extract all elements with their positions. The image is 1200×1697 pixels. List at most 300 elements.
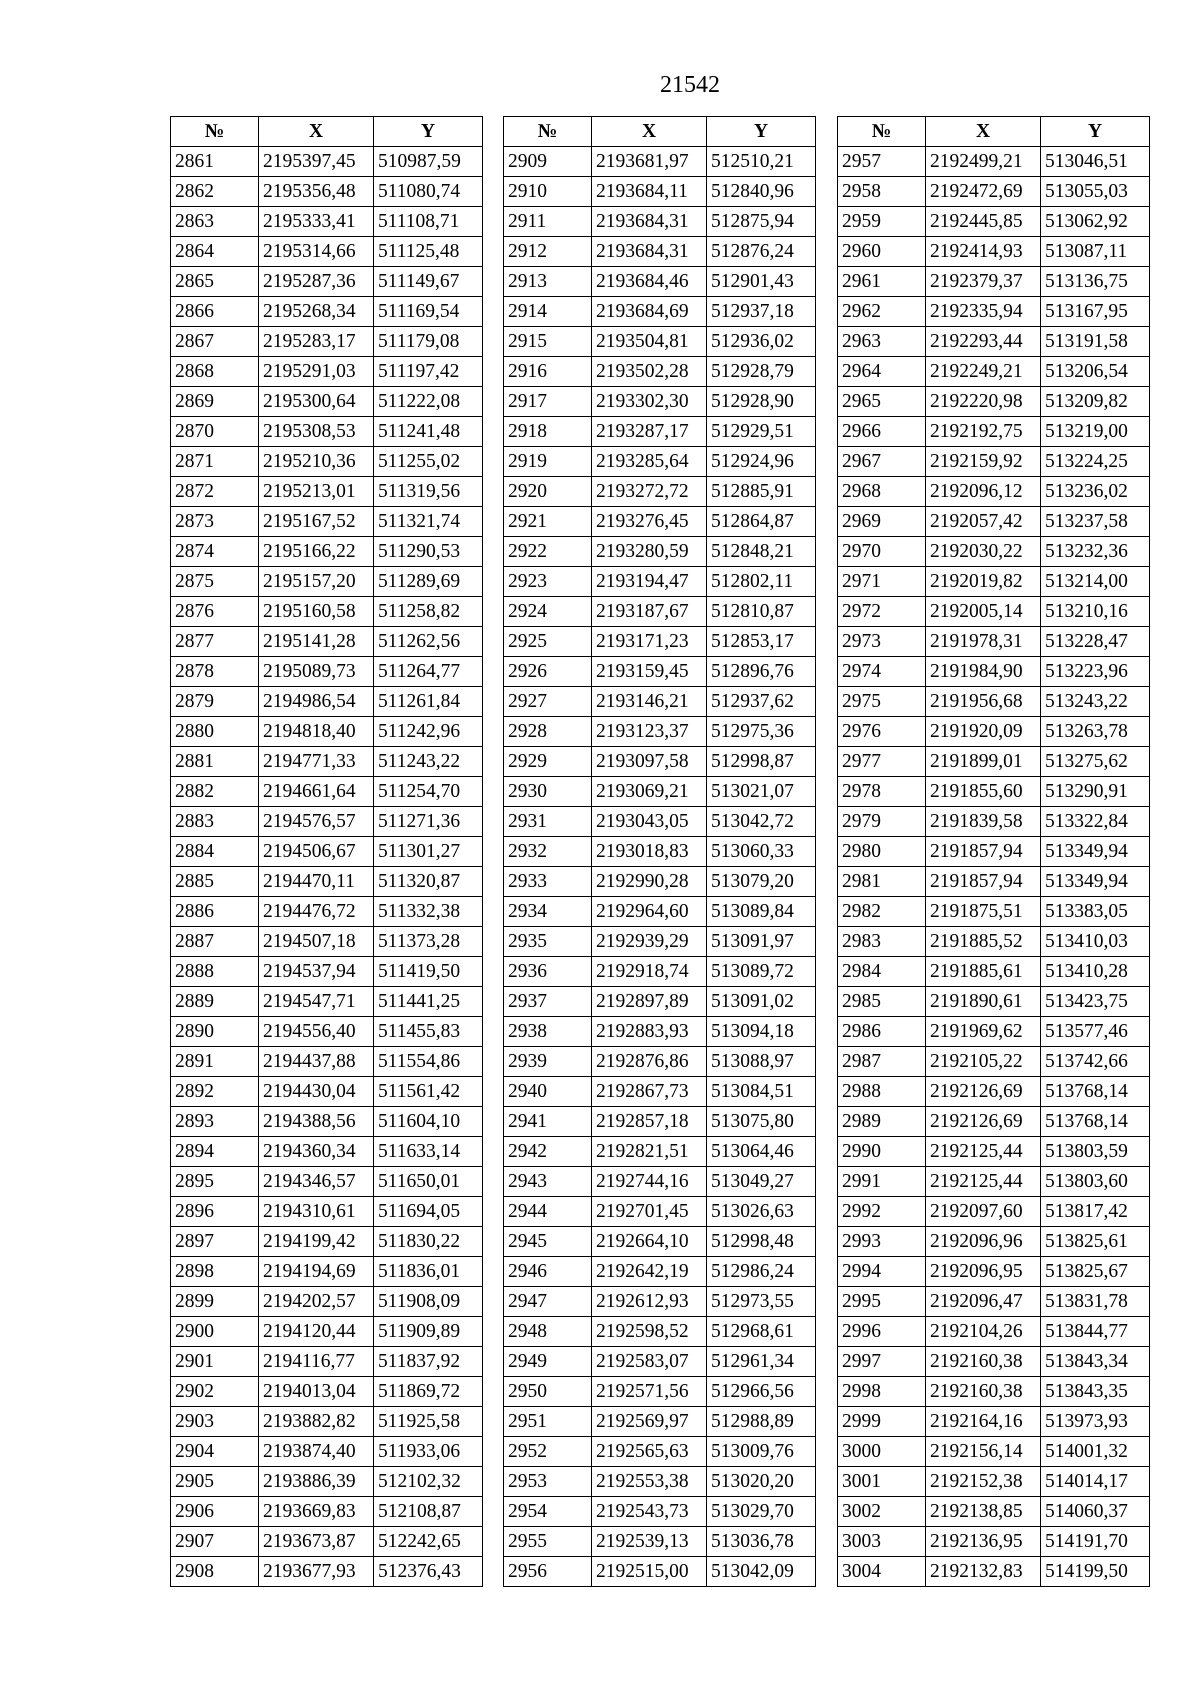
table-row <box>171 537 483 567</box>
x-coordinate-cell: 2191857,94 <box>926 867 1041 897</box>
point-number-cell: 2875 <box>171 567 259 597</box>
table-row <box>504 807 816 837</box>
table-row <box>838 1287 1150 1317</box>
table-row <box>838 1047 1150 1077</box>
y-coordinate-cell: 514060,37 <box>1041 1497 1150 1527</box>
x-coordinate-cell: 2195167,52 <box>259 507 374 537</box>
x-coordinate-cell: 2194202,57 <box>259 1287 374 1317</box>
table-row <box>504 837 816 867</box>
point-number-cell: 3004 <box>838 1557 926 1587</box>
y-coordinate-cell: 513214,00 <box>1041 567 1150 597</box>
x-coordinate-cell: 2194310,61 <box>259 1197 374 1227</box>
point-number-cell: 2973 <box>838 627 926 657</box>
point-number-cell: 2977 <box>838 747 926 777</box>
y-coordinate-cell: 511243,22 <box>374 747 483 777</box>
point-number-cell: 2882 <box>171 777 259 807</box>
point-number-cell: 2867 <box>171 327 259 357</box>
y-coordinate-cell: 513228,47 <box>1041 627 1150 657</box>
table-row <box>504 327 816 357</box>
point-number-cell: 2900 <box>171 1317 259 1347</box>
table-row <box>504 1047 816 1077</box>
y-coordinate-cell: 511837,92 <box>374 1347 483 1377</box>
table-row <box>838 477 1150 507</box>
y-coordinate-cell: 513263,78 <box>1041 717 1150 747</box>
point-number-cell: 2936 <box>504 957 592 987</box>
table-header-row <box>838 117 1150 147</box>
table-row <box>504 447 816 477</box>
point-number-cell: 2990 <box>838 1137 926 1167</box>
y-coordinate-cell: 513843,34 <box>1041 1347 1150 1377</box>
y-coordinate-cell: 512840,96 <box>707 177 816 207</box>
x-coordinate-cell: 2193302,30 <box>592 387 707 417</box>
y-coordinate-cell: 512885,91 <box>707 477 816 507</box>
x-coordinate-cell: 2191956,68 <box>926 687 1041 717</box>
coordinates-table-3 <box>837 116 1150 1587</box>
y-coordinate-cell: 514191,70 <box>1041 1527 1150 1557</box>
y-coordinate-cell: 511301,27 <box>374 837 483 867</box>
point-number-cell: 2972 <box>838 597 926 627</box>
point-number-cell: 2961 <box>838 267 926 297</box>
y-coordinate-cell: 512876,24 <box>707 237 816 267</box>
table-row <box>171 1347 483 1377</box>
header-number: № <box>504 117 592 147</box>
point-number-cell: 2996 <box>838 1317 926 1347</box>
table-row <box>171 477 483 507</box>
table-row <box>838 897 1150 927</box>
x-coordinate-cell: 2195287,36 <box>259 267 374 297</box>
x-coordinate-cell: 2193171,23 <box>592 627 707 657</box>
x-coordinate-cell: 2192939,29 <box>592 927 707 957</box>
y-coordinate-cell: 512998,87 <box>707 747 816 777</box>
y-coordinate-cell: 511908,09 <box>374 1287 483 1317</box>
x-coordinate-cell: 2191875,51 <box>926 897 1041 927</box>
y-coordinate-cell: 513831,78 <box>1041 1287 1150 1317</box>
point-number-cell: 2934 <box>504 897 592 927</box>
point-number-cell: 2960 <box>838 237 926 267</box>
x-coordinate-cell: 2194346,57 <box>259 1167 374 1197</box>
point-number-cell: 2929 <box>504 747 592 777</box>
x-coordinate-cell: 2192096,95 <box>926 1257 1041 1287</box>
table-row <box>171 417 483 447</box>
y-coordinate-cell: 513768,14 <box>1041 1077 1150 1107</box>
table-header-row <box>504 117 816 147</box>
point-number-cell: 2965 <box>838 387 926 417</box>
y-coordinate-cell: 511373,28 <box>374 927 483 957</box>
point-number-cell: 2940 <box>504 1077 592 1107</box>
y-coordinate-cell: 513224,25 <box>1041 447 1150 477</box>
y-coordinate-cell: 512853,17 <box>707 627 816 657</box>
table-row <box>504 357 816 387</box>
y-coordinate-cell: 511080,74 <box>374 177 483 207</box>
table-row <box>838 507 1150 537</box>
y-coordinate-cell: 511262,56 <box>374 627 483 657</box>
y-coordinate-cell: 512102,32 <box>374 1467 483 1497</box>
y-coordinate-cell: 513219,00 <box>1041 417 1150 447</box>
y-coordinate-cell: 512810,87 <box>707 597 816 627</box>
x-coordinate-cell: 2191839,58 <box>926 807 1041 837</box>
table-row <box>838 1077 1150 1107</box>
x-coordinate-cell: 2193502,28 <box>592 357 707 387</box>
table-row <box>171 1137 483 1167</box>
point-number-cell: 2976 <box>838 717 926 747</box>
x-coordinate-cell: 2194661,64 <box>259 777 374 807</box>
table-row <box>504 297 816 327</box>
y-coordinate-cell: 513029,70 <box>707 1497 816 1527</box>
table-row <box>171 987 483 1017</box>
point-number-cell: 2907 <box>171 1527 259 1557</box>
table-row <box>504 657 816 687</box>
x-coordinate-cell: 2192867,73 <box>592 1077 707 1107</box>
y-coordinate-cell: 513973,93 <box>1041 1407 1150 1437</box>
x-coordinate-cell: 2191857,94 <box>926 837 1041 867</box>
point-number-cell: 2954 <box>504 1497 592 1527</box>
point-number-cell: 2933 <box>504 867 592 897</box>
table-row <box>838 1407 1150 1437</box>
x-coordinate-cell: 2194360,34 <box>259 1137 374 1167</box>
point-number-cell: 2861 <box>171 147 259 177</box>
table-row <box>171 1107 483 1137</box>
y-coordinate-cell: 511242,96 <box>374 717 483 747</box>
x-coordinate-cell: 2194199,42 <box>259 1227 374 1257</box>
table-row <box>171 867 483 897</box>
point-number-cell: 2866 <box>171 297 259 327</box>
x-coordinate-cell: 2194430,04 <box>259 1077 374 1107</box>
point-number-cell: 2980 <box>838 837 926 867</box>
y-coordinate-cell: 512936,02 <box>707 327 816 357</box>
x-coordinate-cell: 2195308,53 <box>259 417 374 447</box>
x-coordinate-cell: 2192097,60 <box>926 1197 1041 1227</box>
point-number-cell: 2959 <box>838 207 926 237</box>
point-number-cell: 2865 <box>171 267 259 297</box>
y-coordinate-cell: 513349,94 <box>1041 867 1150 897</box>
x-coordinate-cell: 2195160,58 <box>259 597 374 627</box>
y-coordinate-cell: 511554,86 <box>374 1047 483 1077</box>
x-coordinate-cell: 2193276,45 <box>592 507 707 537</box>
point-number-cell: 2998 <box>838 1377 926 1407</box>
table-row <box>838 207 1150 237</box>
x-coordinate-cell: 2195291,03 <box>259 357 374 387</box>
point-number-cell: 2958 <box>838 177 926 207</box>
table-row <box>838 717 1150 747</box>
point-number-cell: 2951 <box>504 1407 592 1437</box>
table-row <box>838 447 1150 477</box>
y-coordinate-cell: 511271,36 <box>374 807 483 837</box>
point-number-cell: 3000 <box>838 1437 926 1467</box>
y-coordinate-cell: 513167,95 <box>1041 297 1150 327</box>
table-row <box>504 417 816 447</box>
x-coordinate-cell: 2195166,22 <box>259 537 374 567</box>
x-coordinate-cell: 2191899,01 <box>926 747 1041 777</box>
x-coordinate-cell: 2193684,11 <box>592 177 707 207</box>
table-row <box>504 987 816 1017</box>
point-number-cell: 2991 <box>838 1167 926 1197</box>
x-coordinate-cell: 2194556,40 <box>259 1017 374 1047</box>
y-coordinate-cell: 511925,58 <box>374 1407 483 1437</box>
coordinates-table-1 <box>170 116 483 1587</box>
x-coordinate-cell: 2192160,38 <box>926 1377 1041 1407</box>
x-coordinate-cell: 2192612,93 <box>592 1287 707 1317</box>
table-row <box>171 1407 483 1437</box>
point-number-cell: 2982 <box>838 897 926 927</box>
point-number-cell: 2944 <box>504 1197 592 1227</box>
table-row <box>504 387 816 417</box>
table-row <box>171 1077 483 1107</box>
point-number-cell: 2930 <box>504 777 592 807</box>
y-coordinate-cell: 513410,28 <box>1041 957 1150 987</box>
table-row <box>504 207 816 237</box>
x-coordinate-cell: 2192126,69 <box>926 1077 1041 1107</box>
y-coordinate-cell: 511197,42 <box>374 357 483 387</box>
x-coordinate-cell: 2193681,97 <box>592 147 707 177</box>
point-number-cell: 2909 <box>504 147 592 177</box>
point-number-cell: 2946 <box>504 1257 592 1287</box>
x-coordinate-cell: 2192543,73 <box>592 1497 707 1527</box>
x-coordinate-cell: 2192964,60 <box>592 897 707 927</box>
table-row <box>171 1047 483 1077</box>
table-row <box>504 777 816 807</box>
table-row <box>504 237 816 267</box>
x-coordinate-cell: 2194506,67 <box>259 837 374 867</box>
y-coordinate-cell: 513087,11 <box>1041 237 1150 267</box>
table-row <box>838 1557 1150 1587</box>
table-row <box>504 1527 816 1557</box>
table-row <box>171 1467 483 1497</box>
x-coordinate-cell: 2192164,16 <box>926 1407 1041 1437</box>
point-number-cell: 2997 <box>838 1347 926 1377</box>
y-coordinate-cell: 512901,43 <box>707 267 816 297</box>
y-coordinate-cell: 513236,02 <box>1041 477 1150 507</box>
table-row <box>838 1467 1150 1497</box>
point-number-cell: 2986 <box>838 1017 926 1047</box>
y-coordinate-cell: 511149,67 <box>374 267 483 297</box>
y-coordinate-cell: 511909,89 <box>374 1317 483 1347</box>
x-coordinate-cell: 2194388,56 <box>259 1107 374 1137</box>
point-number-cell: 2957 <box>838 147 926 177</box>
x-coordinate-cell: 2194194,69 <box>259 1257 374 1287</box>
y-coordinate-cell: 512242,65 <box>374 1527 483 1557</box>
x-coordinate-cell: 2193018,83 <box>592 837 707 867</box>
x-coordinate-cell: 2192030,22 <box>926 537 1041 567</box>
y-coordinate-cell: 513136,75 <box>1041 267 1150 297</box>
x-coordinate-cell: 2192571,56 <box>592 1377 707 1407</box>
y-coordinate-cell: 513844,77 <box>1041 1317 1150 1347</box>
x-coordinate-cell: 2192220,98 <box>926 387 1041 417</box>
x-coordinate-cell: 2192125,44 <box>926 1167 1041 1197</box>
y-coordinate-cell: 513042,72 <box>707 807 816 837</box>
table-row <box>504 1257 816 1287</box>
y-coordinate-cell: 513410,03 <box>1041 927 1150 957</box>
y-coordinate-cell: 513232,36 <box>1041 537 1150 567</box>
table-row <box>504 1287 816 1317</box>
y-coordinate-cell: 511604,10 <box>374 1107 483 1137</box>
y-coordinate-cell: 513349,94 <box>1041 837 1150 867</box>
x-coordinate-cell: 2193287,17 <box>592 417 707 447</box>
y-coordinate-cell: 512968,61 <box>707 1317 816 1347</box>
table-row <box>171 687 483 717</box>
y-coordinate-cell: 511830,22 <box>374 1227 483 1257</box>
table-row <box>171 1527 483 1557</box>
x-coordinate-cell: 2194818,40 <box>259 717 374 747</box>
y-coordinate-cell: 514001,32 <box>1041 1437 1150 1467</box>
table-row <box>838 417 1150 447</box>
point-number-cell: 2908 <box>171 1557 259 1587</box>
table-row <box>838 327 1150 357</box>
y-coordinate-cell: 512924,96 <box>707 447 816 477</box>
point-number-cell: 2893 <box>171 1107 259 1137</box>
table-row <box>171 357 483 387</box>
y-coordinate-cell: 511169,54 <box>374 297 483 327</box>
x-coordinate-cell: 2192057,42 <box>926 507 1041 537</box>
table-row <box>504 567 816 597</box>
table-row <box>838 1437 1150 1467</box>
table-row <box>171 1257 483 1287</box>
x-coordinate-cell: 2193504,81 <box>592 327 707 357</box>
x-coordinate-cell: 2193886,39 <box>259 1467 374 1497</box>
table-row <box>838 957 1150 987</box>
x-coordinate-cell: 2195356,48 <box>259 177 374 207</box>
table-row <box>504 1077 816 1107</box>
y-coordinate-cell: 512973,55 <box>707 1287 816 1317</box>
y-coordinate-cell: 513577,46 <box>1041 1017 1150 1047</box>
y-coordinate-cell: 513079,20 <box>707 867 816 897</box>
table-row <box>838 867 1150 897</box>
table-row <box>171 177 483 207</box>
x-coordinate-cell: 2195089,73 <box>259 657 374 687</box>
y-coordinate-cell: 513223,96 <box>1041 657 1150 687</box>
table-row <box>171 1437 483 1467</box>
y-coordinate-cell: 511694,05 <box>374 1197 483 1227</box>
x-coordinate-cell: 2195268,34 <box>259 297 374 327</box>
point-number-cell: 2868 <box>171 357 259 387</box>
y-coordinate-cell: 511264,77 <box>374 657 483 687</box>
x-coordinate-cell: 2192160,38 <box>926 1347 1041 1377</box>
x-coordinate-cell: 2195314,66 <box>259 237 374 267</box>
y-coordinate-cell: 511836,01 <box>374 1257 483 1287</box>
x-coordinate-cell: 2191984,90 <box>926 657 1041 687</box>
y-coordinate-cell: 511633,14 <box>374 1137 483 1167</box>
header-x: X <box>592 117 707 147</box>
table-row <box>838 1257 1150 1287</box>
point-number-cell: 2901 <box>171 1347 259 1377</box>
x-coordinate-cell: 2193069,21 <box>592 777 707 807</box>
point-number-cell: 2983 <box>838 927 926 957</box>
y-coordinate-cell: 513237,58 <box>1041 507 1150 537</box>
point-number-cell: 2871 <box>171 447 259 477</box>
point-number-cell: 2993 <box>838 1227 926 1257</box>
y-coordinate-cell: 513089,84 <box>707 897 816 927</box>
y-coordinate-cell: 512988,89 <box>707 1407 816 1437</box>
table-row <box>171 657 483 687</box>
table-row <box>838 597 1150 627</box>
y-coordinate-cell: 513075,80 <box>707 1107 816 1137</box>
table-row <box>171 627 483 657</box>
point-number-cell: 2968 <box>838 477 926 507</box>
point-number-cell: 2923 <box>504 567 592 597</box>
x-coordinate-cell: 2193280,59 <box>592 537 707 567</box>
table-row <box>171 747 483 777</box>
table-row <box>504 1317 816 1347</box>
point-number-cell: 2883 <box>171 807 259 837</box>
table-row <box>171 597 483 627</box>
x-coordinate-cell: 2193097,58 <box>592 747 707 777</box>
point-number-cell: 2913 <box>504 267 592 297</box>
table-row <box>504 1407 816 1437</box>
x-coordinate-cell: 2192379,37 <box>926 267 1041 297</box>
x-coordinate-cell: 2193043,05 <box>592 807 707 837</box>
table-row <box>838 357 1150 387</box>
point-number-cell: 2921 <box>504 507 592 537</box>
x-coordinate-cell: 2194771,33 <box>259 747 374 777</box>
point-number-cell: 2890 <box>171 1017 259 1047</box>
table-row <box>504 927 816 957</box>
y-coordinate-cell: 512937,18 <box>707 297 816 327</box>
point-number-cell: 2994 <box>838 1257 926 1287</box>
y-coordinate-cell: 512986,24 <box>707 1257 816 1287</box>
x-coordinate-cell: 2193684,69 <box>592 297 707 327</box>
point-number-cell: 2903 <box>171 1407 259 1437</box>
table-row <box>171 267 483 297</box>
table-row <box>838 657 1150 687</box>
y-coordinate-cell: 511241,48 <box>374 417 483 447</box>
x-coordinate-cell: 2192126,69 <box>926 1107 1041 1137</box>
x-coordinate-cell: 2192335,94 <box>926 297 1041 327</box>
point-number-cell: 2948 <box>504 1317 592 1347</box>
point-number-cell: 2922 <box>504 537 592 567</box>
x-coordinate-cell: 2192569,97 <box>592 1407 707 1437</box>
x-coordinate-cell: 2193285,64 <box>592 447 707 477</box>
x-coordinate-cell: 2193684,31 <box>592 207 707 237</box>
y-coordinate-cell: 513060,33 <box>707 837 816 867</box>
y-coordinate-cell: 513055,03 <box>1041 177 1150 207</box>
x-coordinate-cell: 2192664,10 <box>592 1227 707 1257</box>
table-row <box>504 1227 816 1257</box>
table-row <box>171 717 483 747</box>
x-coordinate-cell: 2192096,12 <box>926 477 1041 507</box>
point-number-cell: 2874 <box>171 537 259 567</box>
x-coordinate-cell: 2193874,40 <box>259 1437 374 1467</box>
table-row <box>838 1377 1150 1407</box>
point-number-cell: 2984 <box>838 957 926 987</box>
y-coordinate-cell: 513275,62 <box>1041 747 1150 777</box>
header-x: X <box>926 117 1041 147</box>
x-coordinate-cell: 2192499,21 <box>926 147 1041 177</box>
point-number-cell: 2974 <box>838 657 926 687</box>
table-row <box>838 1197 1150 1227</box>
point-number-cell: 2969 <box>838 507 926 537</box>
point-number-cell: 2935 <box>504 927 592 957</box>
y-coordinate-cell: 513049,27 <box>707 1167 816 1197</box>
point-number-cell: 2869 <box>171 387 259 417</box>
table-row <box>504 1467 816 1497</box>
y-coordinate-cell: 513094,18 <box>707 1017 816 1047</box>
x-coordinate-cell: 2195397,45 <box>259 147 374 177</box>
table-row <box>838 297 1150 327</box>
point-number-cell: 2918 <box>504 417 592 447</box>
x-coordinate-cell: 2194576,57 <box>259 807 374 837</box>
table-row <box>838 387 1150 417</box>
x-coordinate-cell: 2192883,93 <box>592 1017 707 1047</box>
y-coordinate-cell: 511319,56 <box>374 477 483 507</box>
point-number-cell: 2872 <box>171 477 259 507</box>
x-coordinate-cell: 2194013,04 <box>259 1377 374 1407</box>
x-coordinate-cell: 2193882,82 <box>259 1407 374 1437</box>
table-row <box>504 267 816 297</box>
point-number-cell: 2939 <box>504 1047 592 1077</box>
point-number-cell: 2920 <box>504 477 592 507</box>
table-row <box>171 507 483 537</box>
x-coordinate-cell: 2192701,45 <box>592 1197 707 1227</box>
table-row <box>838 237 1150 267</box>
